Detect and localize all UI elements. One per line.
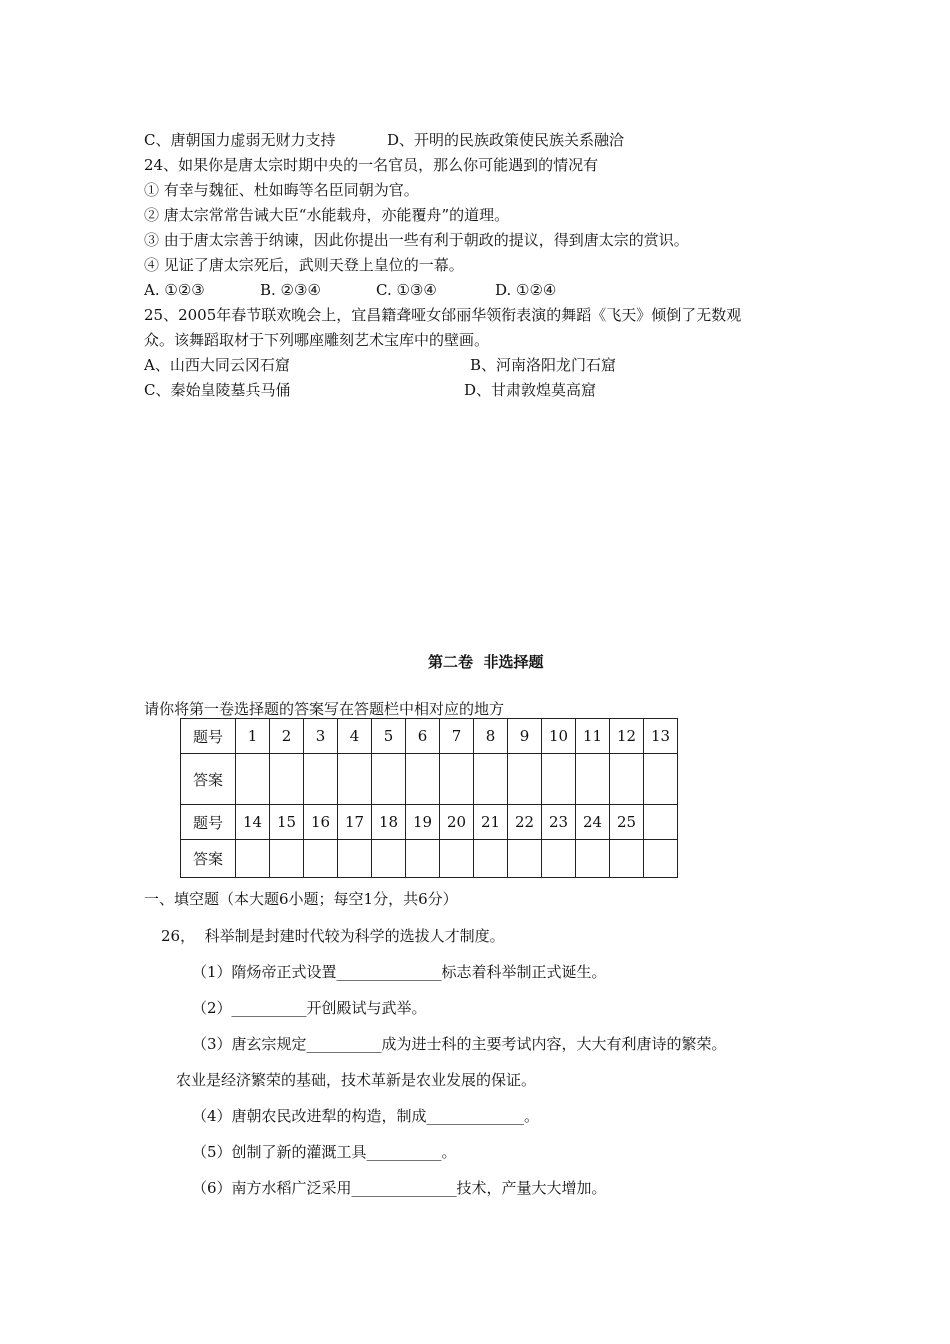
answer-cell[interactable] [372,840,406,878]
answer-cell[interactable] [644,754,678,805]
question-number-cell: 18 [372,805,406,840]
row-label-number: 题号 [181,805,236,840]
agriculture-item-5: （5）创制了新的灌溉工具__________。 [192,1143,457,1161]
answer-cell[interactable] [270,754,304,805]
answer-cell[interactable] [236,840,270,878]
question-number-cell: 22 [508,805,542,840]
question-number-cell: 5 [372,719,406,754]
question-25-option-b: B、河南洛阳龙门石窟 [470,356,617,374]
answer-cell[interactable] [372,754,406,805]
answer-cell[interactable] [406,840,440,878]
option-c: C、唐朝国力虚弱无财力支持 [144,131,336,149]
question-number-cell: 9 [508,719,542,754]
question-number-cell: 3 [304,719,338,754]
question-24-item-2: ② 唐太宗常常告诫大臣“水能载舟，亦能覆舟”的道理。 [144,206,510,224]
question-25-option-c: C、秦始皇陵墓兵马俑 [144,381,291,399]
answer-cell[interactable] [576,840,610,878]
question-number-cell: 25 [610,805,644,840]
question-number-cell: 11 [576,719,610,754]
answer-cell[interactable] [406,754,440,805]
question-number-cell: 20 [440,805,474,840]
section-title: 第二卷 非选择题 [428,653,544,671]
question-24-item-3: ③ 由于唐太宗善于纳谏，因此你提出一些有利于朝政的提议，得到唐太宗的赏识。 [144,231,689,249]
row-label-answer: 答案 [181,840,236,878]
question-number-cell: 7 [440,719,474,754]
answer-cell[interactable] [236,754,270,805]
question-25-option-a: A、山西大同云冈石窟 [144,356,290,374]
answer-cell[interactable] [542,754,576,805]
question-24-option-c: C. ①③④ [376,281,437,299]
question-number-cell: 8 [474,719,508,754]
question-25-stem-line-1: 25、2005年春节联欢晚会上，宜昌籍聋哑女邰丽华领衔表演的舞蹈《飞天》倾倒了无数观 [144,306,742,324]
answer-cell[interactable] [474,840,508,878]
question-number-cell: 21 [474,805,508,840]
section-instruction: 请你将第一卷选择题的答案写在答题栏中相对应的地方 [144,700,505,718]
answer-cell[interactable] [304,754,338,805]
question-26-item-2: （2）__________开创殿试与武举。 [192,999,427,1017]
question-number-cell: 6 [406,719,440,754]
row-label-number: 题号 [181,719,236,754]
answer-cell[interactable] [610,840,644,878]
question-24-stem: 24、如果你是唐太宗时期中央的一名官员，那么你可能遇到的情况有 [144,156,599,174]
question-25-option-d: D、甘肃敦煌莫高窟 [464,381,597,399]
question-number-cell: 1 [236,719,270,754]
answer-table [180,718,678,878]
fill-section-title: 一、填空题（本大题6小题；每空1分，共6分） [144,890,458,908]
answer-cell[interactable] [338,754,372,805]
agriculture-intro: 农业是经济繁荣的基础，技术革新是农业发展的保证。 [176,1071,537,1089]
question-number-cell: 14 [236,805,270,840]
question-number-cell: 2 [270,719,304,754]
table-row [181,840,678,878]
table-row [181,754,678,805]
question-number-cell: 24 [576,805,610,840]
question-24-option-b: B. ②③④ [260,281,321,299]
question-number-cell: 23 [542,805,576,840]
agriculture-item-6: （6）南方水稻广泛采用______________技术，产量大大增加。 [192,1179,607,1197]
question-26-item-3: （3）唐玄宗规定__________成为进士科的主要考试内容，大大有利唐诗的繁荣。 [192,1035,727,1053]
question-number-cell: 15 [270,805,304,840]
question-number-cell: 10 [542,719,576,754]
question-number-cell: 17 [338,805,372,840]
answer-cell[interactable] [338,840,372,878]
question-number-cell: 4 [338,719,372,754]
question-26-item-1: （1）隋炀帝正式设置______________标志着科举制正式诞生。 [192,963,607,981]
question-24-item-4: ④ 见证了唐太宗死后，武则天登上皇位的一幕。 [144,256,464,274]
question-25-stem-line-2: 众。该舞蹈取材于下列哪座雕刻艺术宝库中的壁画。 [144,331,490,349]
row-label-answer: 答案 [181,754,236,805]
answer-cell[interactable] [474,754,508,805]
table-row [181,719,678,754]
question-number-cell: 13 [644,719,678,754]
question-24-item-1: ① 有幸与魏征、杜如晦等名臣同朝为官。 [144,181,419,199]
question-number-cell [644,805,678,840]
table-row [181,805,678,840]
answer-cell[interactable] [508,754,542,805]
answer-cell[interactable] [304,840,338,878]
agriculture-item-4: （4）唐朝农民改进犁的构造，制成_____________。 [192,1107,540,1125]
question-24-option-a: A. ①②③ [144,281,205,299]
answer-cell[interactable] [576,754,610,805]
question-26-stem: 26， 科举制是封建时代较为科学的选拔人才制度。 [161,927,505,945]
answer-cell[interactable] [508,840,542,878]
answer-cell[interactable] [644,840,678,878]
question-number-cell: 16 [304,805,338,840]
answer-cell[interactable] [440,840,474,878]
answer-cell[interactable] [542,840,576,878]
question-24-option-d: D. ①②④ [495,281,557,299]
answer-cell[interactable] [610,754,644,805]
option-d: D、开明的民族政策使民族关系融洽 [387,131,625,149]
question-number-cell: 19 [406,805,440,840]
question-number-cell: 12 [610,719,644,754]
answer-cell[interactable] [440,754,474,805]
answer-cell[interactable] [270,840,304,878]
